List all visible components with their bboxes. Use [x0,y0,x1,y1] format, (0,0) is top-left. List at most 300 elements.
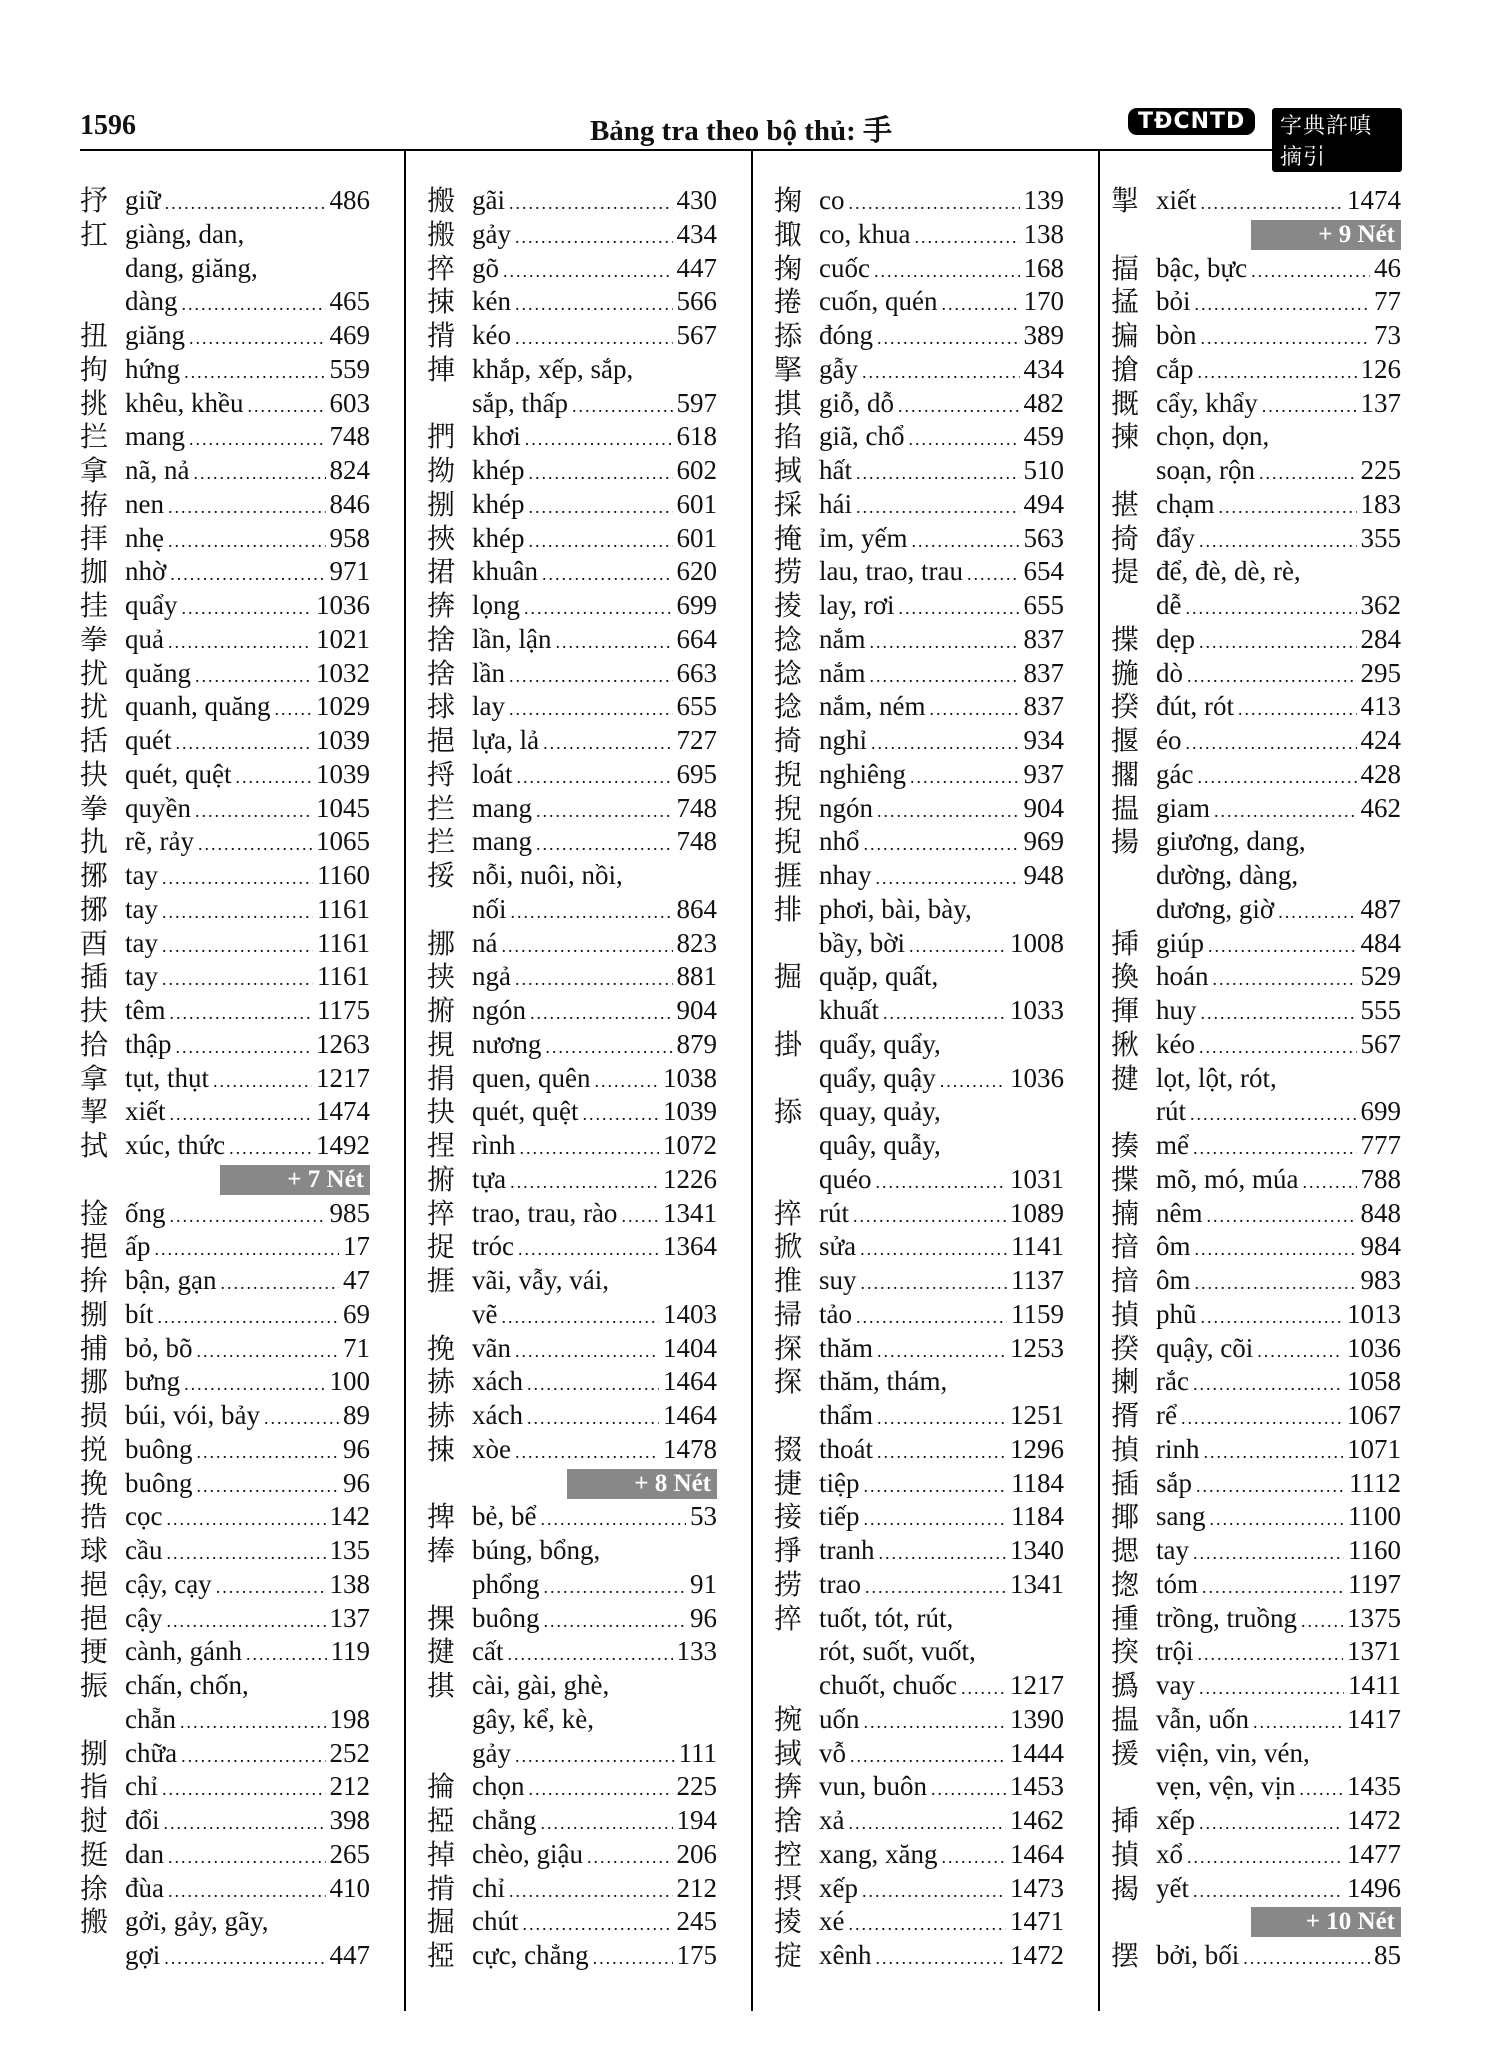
entry-row [1156,1163,1401,1200]
page-reference: 139 [1023,185,1064,215]
page-reference: 1477 [1347,1838,1401,1869]
reading-text: bởi, bối [1156,1940,1240,1970]
dot-leader [870,660,1020,694]
entry-row [472,825,717,862]
index-entry [427,387,717,421]
dot-leader [507,1638,672,1672]
reading-text: cài, gài, ghè, [472,1670,610,1700]
page-reference: 510 [1023,455,1064,485]
reading-text: tay [125,927,158,958]
reading-text: xiết [1156,185,1197,215]
page-reference: 96 [690,1602,717,1633]
reading-text: quặp, quất, [819,961,939,992]
index-entry [427,1365,717,1399]
reading-text: cầu [125,1535,163,1565]
index-column-3 [774,184,1064,1973]
han-character: 挝 [80,1804,109,1837]
han-character: 挑 [80,386,109,420]
dot-leader [1207,1200,1357,1234]
dot-leader [195,795,312,829]
index-entry [1111,1737,1401,1771]
dot-leader [170,1200,326,1234]
index-entry [774,758,1064,792]
dot-leader [168,491,326,525]
han-character: 探 [774,1365,803,1399]
dot-leader [170,1098,313,1132]
entry-row [1156,1872,1401,1909]
dot-leader [1251,255,1370,289]
han-character: 控 [774,1837,803,1871]
han-character: 掩 [774,521,803,555]
index-entry [774,1838,1064,1872]
page-reference: 434 [676,218,717,249]
index-entry [1111,1028,1401,1062]
index-entry [427,319,717,353]
dot-leader [878,1537,1006,1571]
page-reference: 1036 [316,590,370,620]
han-character: 捧 [427,1534,456,1567]
index-entry [427,218,717,252]
entry-row [472,522,717,559]
entry-row [472,1365,717,1402]
page-reference: 138 [1023,218,1064,249]
entry-row [1156,1669,1401,1706]
han-character: 換 [1111,960,1140,994]
han-character: 拿 [80,454,109,487]
page-reference: 484 [1360,927,1401,958]
index-entry [1111,690,1401,724]
page-reference: 864 [676,893,717,924]
han-character: 摡 [1111,386,1140,420]
han-character: 捹 [427,589,456,622]
reading-text: dò [1156,657,1183,688]
entry-row [819,589,1064,626]
page-reference: 601 [676,488,717,519]
entry-row [125,1872,370,1909]
dot-leader [528,525,672,559]
page-reference: 138 [329,1568,370,1599]
han-character: 拳 [80,791,109,825]
reading-text: nhẹ [125,522,164,553]
page-reference: 985 [329,1197,370,1228]
dot-leader [856,491,1020,525]
index-entry [1111,1770,1401,1804]
index-entry [427,724,717,758]
reading-text: co, khua [819,218,911,249]
page-reference: 1474 [1347,185,1401,215]
entry-row [1156,1635,1401,1672]
dot-leader [1303,1166,1357,1200]
entry-row [1156,1703,1401,1740]
index-entry [80,1838,370,1872]
page-reference: 1161 [317,893,370,924]
han-character: 掇 [774,1432,803,1466]
dot-leader [931,1773,1006,1807]
page-reference: 126 [1360,353,1401,384]
reading-text: bậc, bực [1156,252,1248,283]
dot-leader [536,795,673,829]
dot-leader [1199,626,1357,660]
reading-text: lựa, lả [472,725,540,755]
index-entry [80,1872,370,1906]
han-character: 掙 [774,1534,803,1567]
index-entry [427,285,717,319]
reading-text: buông [472,1602,540,1633]
index-entry [80,184,370,218]
dot-leader [524,592,672,626]
reading-text: tróc [472,1231,514,1262]
reading-text: chút [472,1906,519,1937]
dot-leader [1193,1537,1344,1571]
entry-row [472,724,717,761]
dot-leader [527,1368,659,1402]
reading-text: quậy, cõi [1156,1332,1254,1363]
reading-text: nêm [1156,1197,1203,1228]
index-entry [1111,488,1401,522]
page-reference: 69 [343,1298,370,1329]
page-reference: 1031 [1010,1163,1064,1194]
entry-row [472,960,717,997]
han-character: 推 [774,1264,803,1297]
index-entry [1111,1872,1401,1906]
dot-leader [181,592,312,626]
index-entry [427,1669,717,1703]
reading-text: cành, gánh [125,1636,242,1667]
dot-leader [555,626,672,660]
reading-text: bưng [125,1366,181,1397]
page-reference: 529 [1360,961,1401,992]
han-character: 掎 [774,724,803,757]
dot-leader [515,963,673,997]
page-reference: 413 [1360,691,1401,722]
dot-leader [543,727,672,761]
index-entry [80,960,370,994]
page-reference: 1341 [663,1197,717,1228]
page-reference: 1471 [1010,1906,1064,1937]
reading-text: gảy [472,1737,511,1768]
page-reference: 1071 [1347,1433,1401,1464]
page-reference: 655 [676,691,717,722]
dot-leader [181,288,325,322]
han-character: 拘 [80,352,109,386]
entry-row [472,319,717,356]
reading-text: bỏi [1156,286,1191,317]
index-entry [80,454,370,488]
han-character: 挭 [80,1635,109,1669]
page-reference: 225 [676,1771,717,1802]
dot-leader [877,795,1020,829]
reading-text: giữ [125,185,161,215]
reading-text: chạm [1156,488,1215,519]
reading-text: vay [1156,1670,1195,1700]
reading-text: cắp [1156,353,1194,384]
reading-text: viện, vin, vén, [1156,1737,1310,1768]
page-reference: 1341 [1010,1568,1064,1599]
page-reference: 212 [329,1771,370,1802]
han-character: 拗 [427,454,456,487]
han-character: 捉 [427,1230,456,1264]
index-entry [1111,522,1401,556]
han-character: 拝 [80,521,109,555]
han-character: 捒 [427,285,456,319]
page-reference: 1435 [1347,1771,1401,1802]
index-entry [80,1095,370,1129]
reading-text: tựa [472,1163,507,1194]
dot-leader [180,1706,326,1740]
index-entry [774,1534,1064,1568]
reading-text: tuốt, tót, rút, [819,1602,954,1633]
page-reference: 398 [329,1805,370,1835]
han-character: 揷 [1111,926,1140,960]
reading-text: khêu, khều [125,387,244,418]
stroke-count-heading [1111,1905,1401,1939]
index-entry [427,1872,717,1906]
entry-row [819,1230,1064,1267]
index-entry [774,690,1064,724]
reading-text: gõ [472,252,499,283]
index-entry [774,1264,1064,1298]
index-entry [774,960,1064,994]
dot-leader [898,390,1019,424]
dot-leader [181,1740,325,1774]
index-entry [80,1062,370,1096]
reading-text: ống [125,1197,166,1228]
dot-leader [1181,1402,1343,1436]
reading-text: dang, giăng, [125,252,258,283]
reading-text: tay [125,961,158,992]
han-character: 揓 [1111,656,1140,690]
index-entry [427,1703,717,1737]
han-character: 揮 [1111,994,1140,1027]
page-reference: 168 [1023,252,1064,283]
entry-row [1156,1500,1401,1537]
entry-row [472,1602,717,1639]
dot-leader [940,1065,1006,1099]
entry-row [472,1770,717,1807]
stroke-count-heading [1111,218,1401,252]
dot-leader [1212,963,1356,997]
index-entry [774,1703,1064,1737]
entry-row [819,1399,1064,1436]
dot-leader [1278,896,1356,930]
reading-text: cực, chẳng [472,1940,589,1970]
page-reference: 1036 [1347,1332,1401,1363]
entry-row [472,690,717,727]
index-entry [1111,1163,1401,1197]
page-reference: 848 [1360,1197,1401,1228]
entry-row [125,1568,370,1605]
entry-row [1156,792,1401,829]
reading-text: dàng [125,286,178,317]
han-character: 掄 [427,1770,456,1804]
entry-row [125,1602,370,1639]
index-entry [1111,184,1401,218]
dot-leader [1196,1470,1345,1504]
dot-leader [162,1773,326,1807]
dot-leader [877,1335,1006,1369]
han-character: 捝 [80,1432,109,1466]
dot-leader [1187,660,1357,694]
entry-row [472,758,717,795]
dot-leader [515,1335,659,1369]
dot-leader [528,457,672,491]
index-entry [774,1635,1064,1669]
han-character: 挹 [80,1567,109,1601]
han-character: 揕 [1111,487,1140,521]
reading-text: cuốn, quén [819,286,938,317]
han-character: 採 [774,487,803,521]
reading-text: lay, rơi [819,590,895,620]
reading-text: cuốc [819,252,870,283]
han-character: 捕 [80,1331,109,1365]
page-reference: 53 [690,1501,717,1532]
dot-leader [1193,1368,1343,1402]
page-reference: 1029 [316,691,370,722]
page-reference: 96 [343,1433,370,1464]
reading-text: giương, dang, [1156,826,1306,857]
entry-row [472,1298,717,1335]
dot-leader [544,1571,687,1605]
reading-text: cẩy, khẩy [1156,387,1258,418]
han-character: 拭 [80,1129,109,1162]
han-character: 揞 [1111,1264,1140,1297]
reading-text: mể [1156,1130,1189,1160]
index-entry [80,1770,370,1804]
reading-text: quẩy [125,590,178,620]
dot-leader [528,491,672,525]
han-character: 捰 [427,1601,456,1635]
han-character: 掑 [774,386,803,420]
index-entry [80,859,370,893]
entry-row [819,1872,1064,1909]
han-character: 挂 [80,589,109,622]
entry-row [819,927,1064,964]
index-entry [427,1264,717,1298]
entry-row [819,724,1064,761]
reading-text: xang, xăng [819,1838,938,1869]
entry-row [125,387,370,424]
dot-leader [164,1807,326,1841]
reading-text: hất [819,455,852,485]
page-reference: 879 [676,1028,717,1059]
dot-leader [929,693,1019,727]
han-character: 掗 [427,1939,456,1972]
dot-leader [865,1571,1006,1605]
page-reference: 47 [343,1265,370,1295]
reading-text: têm [125,995,166,1025]
entry-row [1156,1399,1401,1436]
entry-row [125,1500,370,1537]
entry-row [1156,1197,1401,1234]
han-character: 掫 [774,217,803,251]
entry-row [1156,1095,1401,1132]
entry-row [472,218,717,255]
reading-text: chỉ [125,1771,158,1802]
entry-row [819,1298,1064,1335]
index-entry [774,623,1064,657]
reading-text: trao [819,1568,861,1599]
han-character: 损 [80,1399,109,1432]
index-entry [80,1230,370,1264]
index-entry [80,1804,370,1838]
page-reference: 137 [329,1602,370,1633]
han-character: 挾 [427,521,456,555]
entry-row [819,1737,1064,1774]
reading-text: cọc [125,1501,163,1532]
reading-text: vãi, vẫy, vái, [472,1265,609,1295]
entry-row [125,927,370,964]
reading-text: lay [472,691,505,722]
index-entry [427,184,717,218]
index-entry [427,1332,717,1366]
page-reference: 1403 [663,1298,717,1329]
page-reference: 555 [1360,995,1401,1025]
page-reference: 1464 [1010,1838,1064,1869]
han-character: 揬 [1111,1635,1140,1669]
page-reference: 46 [1374,252,1401,283]
reading-text: bít [125,1298,154,1329]
han-character: 捞 [774,555,803,589]
reading-text: ôm [1156,1265,1191,1295]
page-reference: 1039 [316,725,370,755]
dot-leader [197,1436,340,1470]
han-character: 撝 [1111,1669,1140,1702]
page-reference: 1217 [316,1062,370,1093]
reading-text: giã, chổ [819,421,905,452]
reading-text: quẩy, quậy [819,1062,936,1093]
reading-text: yết [1156,1872,1189,1903]
entry-row [472,589,717,626]
index-entry [1111,319,1401,353]
page-reference: 73 [1374,320,1401,350]
reading-text: sắp, thấp [472,387,568,418]
reading-text: rẽ, rảy [125,826,194,857]
index-entry [774,825,1064,859]
page-reference: 1159 [1011,1298,1064,1329]
page-reference: 837 [1023,691,1064,722]
entry-row [1156,690,1401,727]
stroke-count-heading [427,1467,717,1501]
entry-row [1156,1332,1401,1369]
han-character: 挺 [80,1837,109,1871]
reading-text: tay [125,860,158,890]
reading-text: quẩy, quẩy, [819,1028,941,1059]
index-entry [1111,1703,1401,1737]
entry-row [125,1467,370,1504]
han-character: 扭 [80,319,109,352]
han-character: 揲 [1111,1162,1140,1196]
reading-text: búng, bổng, [472,1535,601,1565]
index-entry [80,623,370,657]
entry-row [125,1298,370,1335]
entry-row [472,1095,717,1132]
entry-row [125,1197,370,1234]
entry-row [1156,454,1401,491]
index-entry [1111,1534,1401,1568]
index-entry [427,1905,717,1939]
page-reference: 1161 [317,927,370,958]
reading-text: ôm [1156,1231,1191,1262]
dot-leader [501,930,672,964]
index-entry [427,1399,717,1433]
index-entry [1111,758,1401,792]
dot-leader [1208,930,1356,964]
han-character: 拦 [427,791,456,825]
dot-leader [1201,187,1344,221]
page-reference: 937 [1023,758,1064,789]
page-reference: 1340 [1010,1535,1064,1565]
dot-leader [1197,356,1356,390]
